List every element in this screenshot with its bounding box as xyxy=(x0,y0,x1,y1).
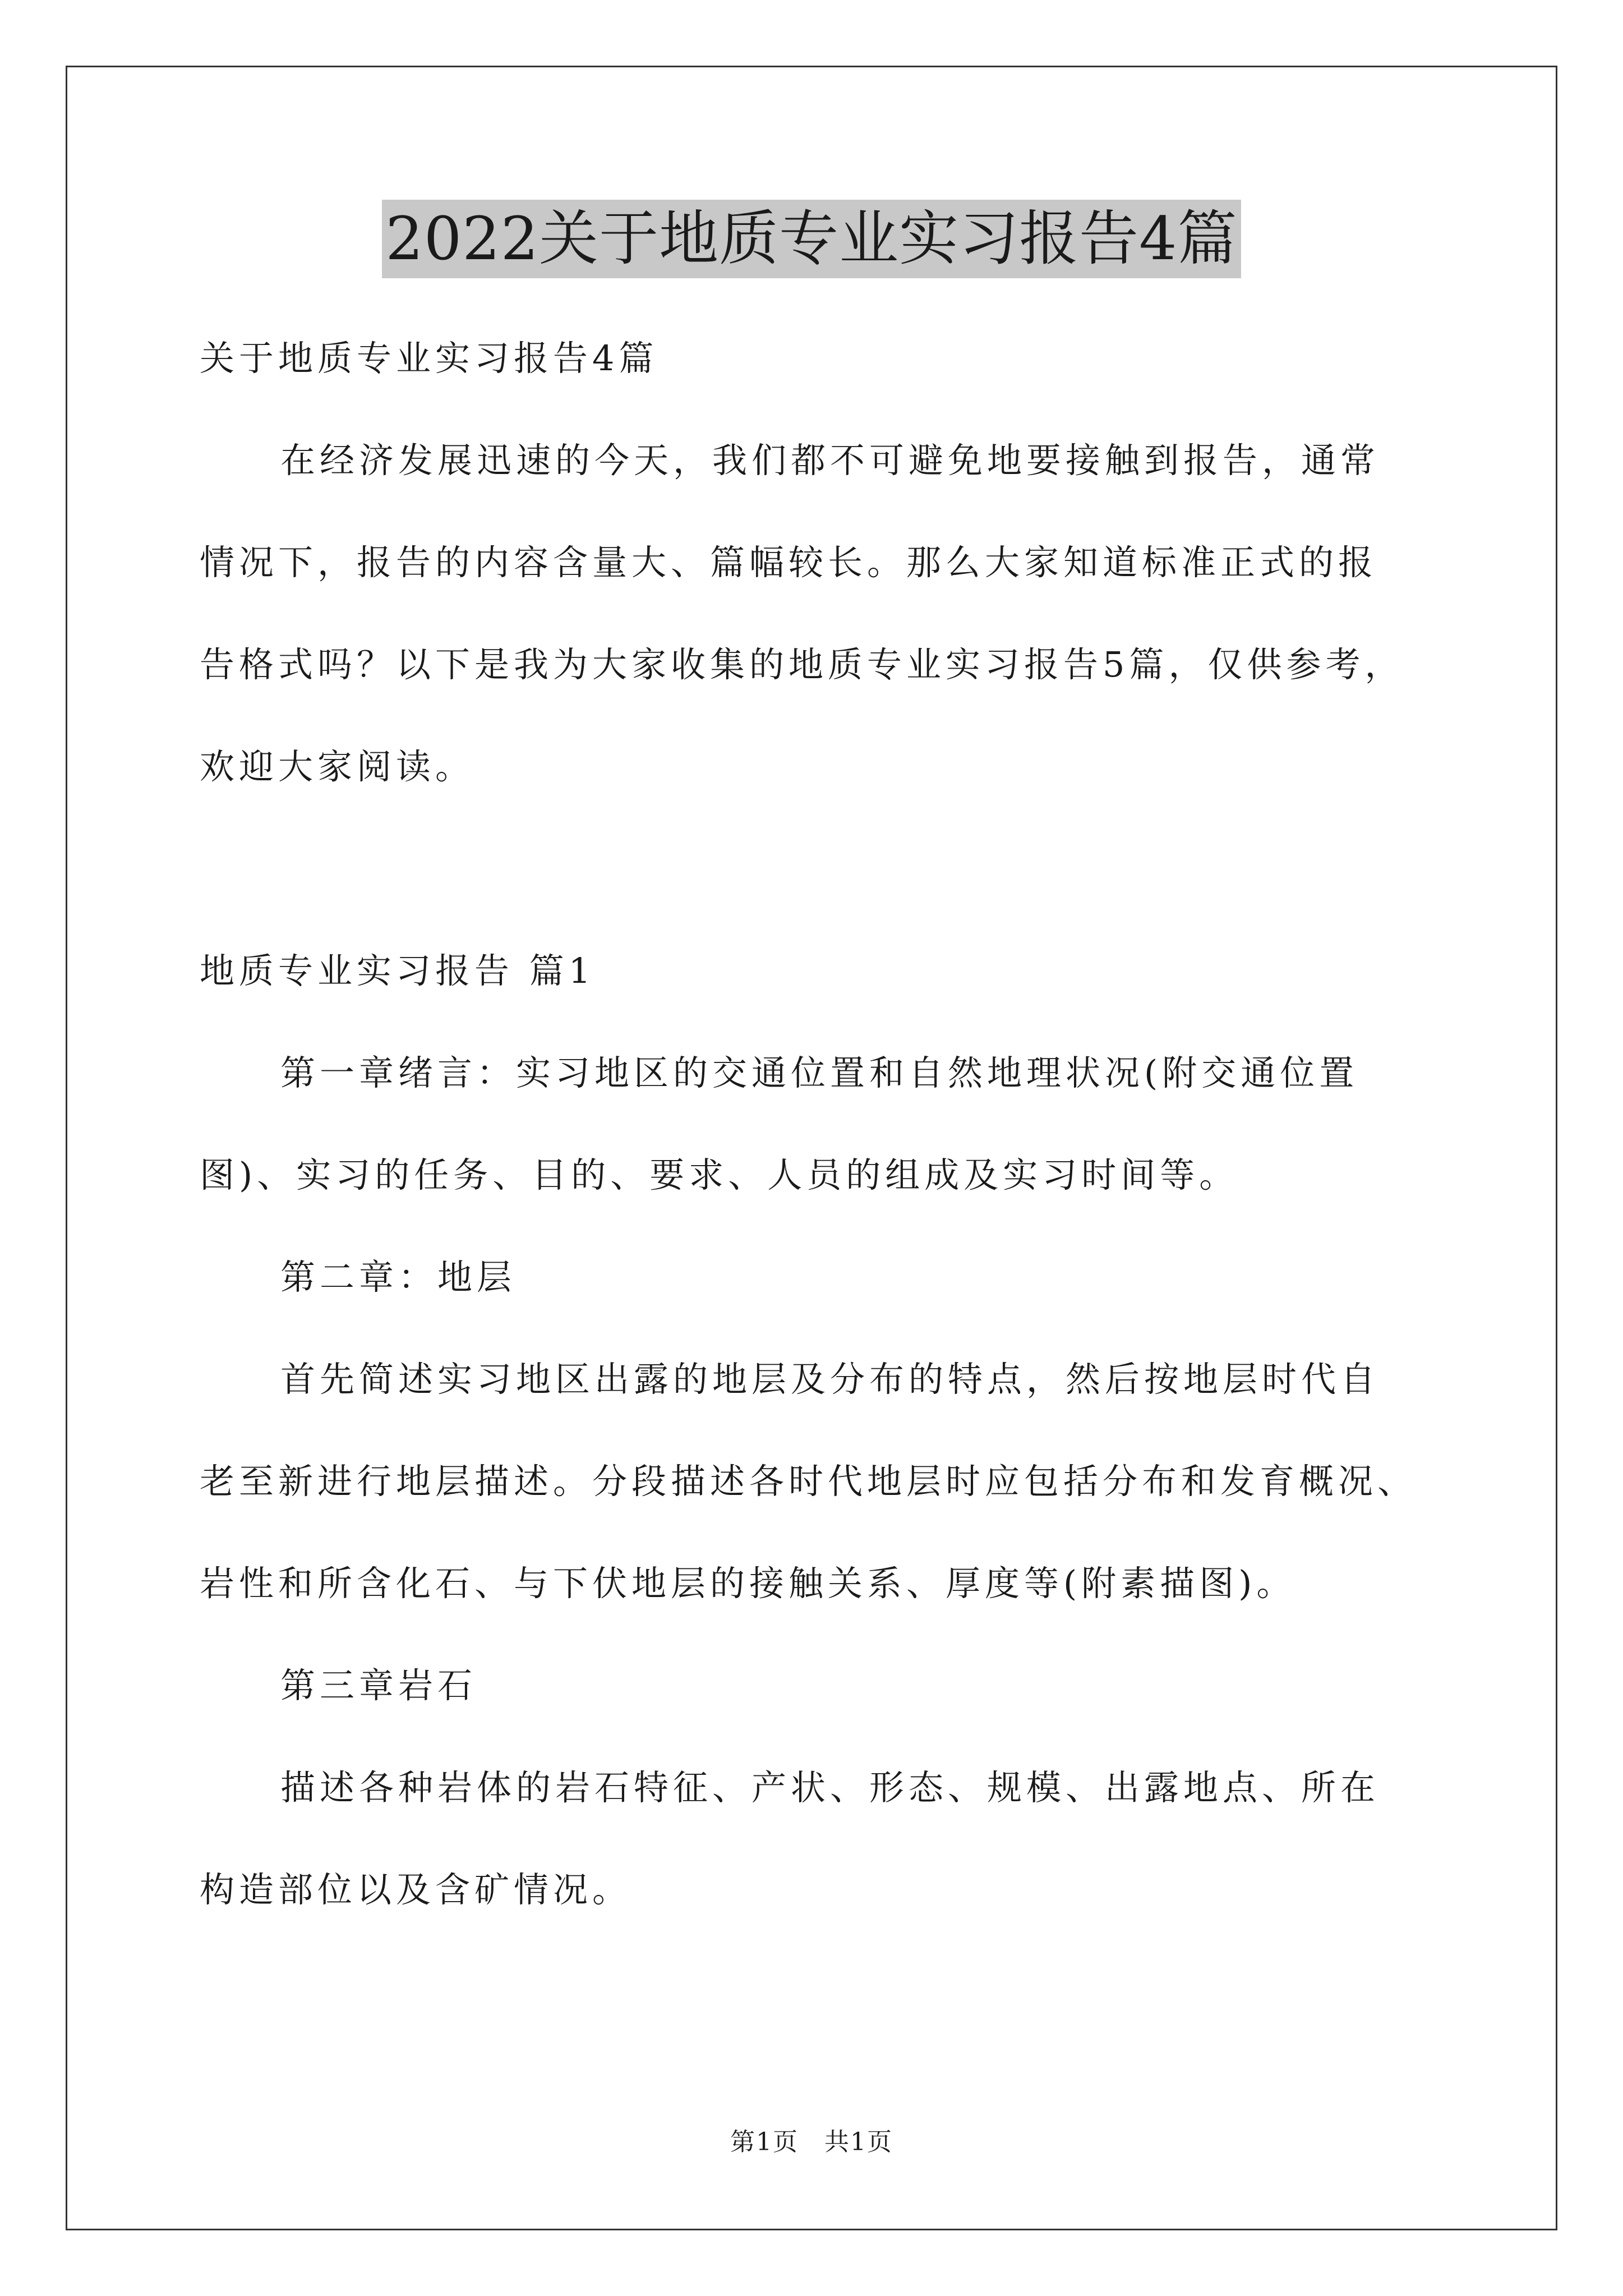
body-line: 老至新进行地层描述。分段描述各时代地层时应包括分布和发育概况、 xyxy=(200,1461,1417,1502)
intro-line: 告格式吗？以下是我为大家收集的地质专业实习报告5篇，仅供参考， xyxy=(200,644,1404,685)
body-line: 描述各种岩体的岩石特征、产状、形态、规模、出露地点、所在 xyxy=(280,1767,1380,1808)
section-heading: 地质专业实习报告 篇1 xyxy=(200,950,596,991)
body-line: 首先简述实习地区出露的地层及分布的特点，然后按地层时代自 xyxy=(280,1359,1380,1400)
body-line: 构造部位以及含矿情况。 xyxy=(200,1869,632,1910)
body-line: 图)、实习的任务、目的、要求、人员的组成及实习时间等。 xyxy=(200,1154,1239,1195)
document-subtitle: 关于地质专业实习报告4篇 xyxy=(200,338,658,379)
page-footer xyxy=(0,2122,1623,2157)
page-number: 第1页 共1页 xyxy=(730,2128,893,2156)
document-body xyxy=(200,307,1461,1941)
intro-line: 在经济发展迅速的今天，我们都不可避免地要接触到报告，通常 xyxy=(280,440,1380,481)
title-container xyxy=(0,200,1623,278)
body-line: 岩性和所含化石、与下伏地层的接触关系、厚度等(附素描图)。 xyxy=(200,1563,1296,1604)
chapter-heading: 第二章：地层 xyxy=(280,1257,517,1297)
intro-line: 情况下，报告的内容含量大、篇幅较长。那么大家知道标准正式的报 xyxy=(200,542,1378,583)
chapter-heading: 第三章岩石 xyxy=(280,1665,477,1706)
intro-line: 欢迎大家阅读。 xyxy=(200,746,475,787)
paragraph-spacer xyxy=(200,818,1461,920)
body-line: 第一章绪言：实习地区的交通位置和自然地理状况(附交通位置 xyxy=(280,1052,1359,1093)
document-title: 2022关于地质专业实习报告4篇 xyxy=(382,200,1241,278)
